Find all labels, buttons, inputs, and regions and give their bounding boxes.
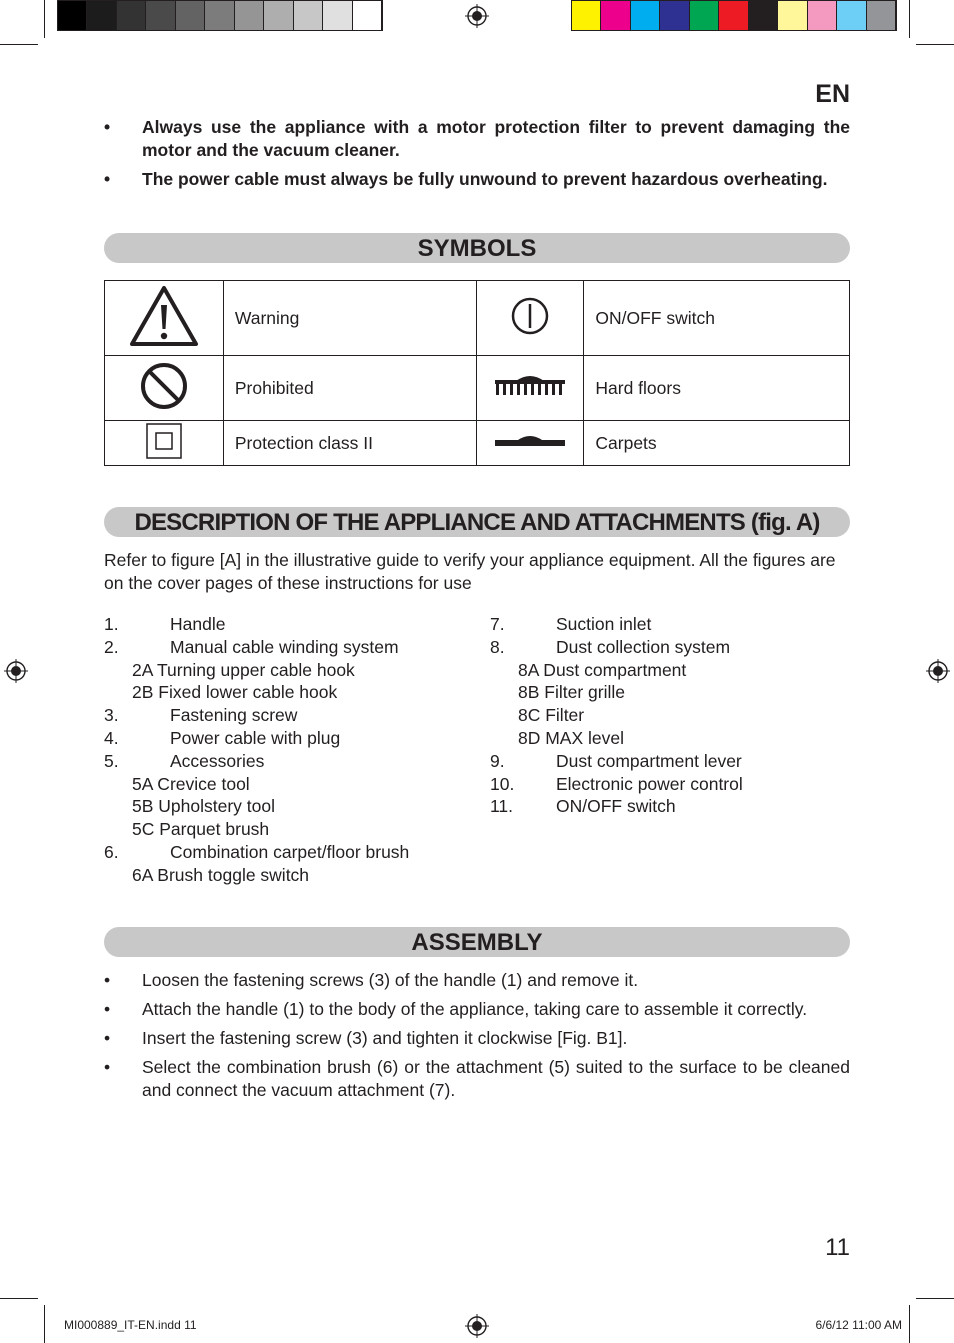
- list-item-text: Handle: [170, 614, 226, 634]
- list-item-number: 9.: [490, 750, 505, 771]
- color-swatch: [837, 1, 866, 30]
- symbol-label: Protection class II: [223, 421, 477, 466]
- file-slug: MI000889_IT-EN.indd 11: [64, 1318, 197, 1332]
- symbol-label: Warning: [223, 281, 477, 356]
- list-item-number: 1.: [104, 614, 119, 634]
- list-item: [104, 681, 409, 704]
- color-swatch: [117, 1, 146, 30]
- warning-text: The power cable must always be fully unwound to prevent hazardous overheating.: [142, 169, 828, 189]
- symbols-row: [105, 356, 850, 421]
- assembly-step-text: Attach the handle (1) to the body of the appliance, taking care to assemble it correctly.: [142, 999, 808, 1019]
- list-item-number: 3.: [104, 705, 119, 726]
- bullet-dot: •: [104, 999, 111, 1019]
- symbols-row: [105, 281, 850, 356]
- list-item: [104, 613, 409, 636]
- symbol-cell: [477, 281, 584, 356]
- assembly-step: [104, 1027, 850, 1050]
- assembly-step: [104, 998, 850, 1021]
- list-item: [104, 636, 409, 659]
- crop-mark: [916, 44, 954, 45]
- symbol-label: Hard floors: [584, 356, 850, 421]
- color-swatch: [323, 1, 352, 30]
- list-item-text: Dust compartment lever: [556, 750, 742, 771]
- warning-bullet: [104, 168, 850, 191]
- protection-class-ii-icon: [146, 423, 182, 459]
- assembly-step: [104, 1056, 850, 1102]
- list-item: [104, 841, 409, 864]
- crop-mark: [44, 0, 45, 38]
- assembly-step-text: Insert the fastening screw (3) and tighten it clockwise [Fig. B1].: [142, 1028, 628, 1048]
- list-item-number: 11.: [490, 796, 514, 817]
- list-item-number: 6.: [104, 841, 119, 862]
- language-tag: EN: [815, 80, 850, 108]
- list-item-number: 8.: [490, 636, 505, 657]
- list-subitem-text: 8A Dust compartment: [518, 659, 687, 680]
- list-item: [104, 750, 409, 773]
- color-swatch: [353, 1, 382, 30]
- warning-triangle-icon: [129, 285, 199, 347]
- list-item: [490, 659, 743, 682]
- list-item-text: ON/OFF switch: [556, 796, 676, 817]
- crop-mark: [909, 1305, 910, 1343]
- color-swatch: [631, 1, 660, 30]
- bullet-dot: •: [104, 117, 111, 137]
- list-item: [490, 636, 743, 659]
- list-item-number: 5.: [104, 750, 119, 771]
- symbol-label: Prohibited: [223, 356, 477, 421]
- symbol-cell: [105, 281, 224, 356]
- list-subitem-text: 5A Crevice tool: [132, 773, 250, 794]
- symbols-row: [105, 421, 850, 466]
- list-item: [104, 818, 409, 841]
- crop-mark: [916, 1298, 954, 1299]
- section-heading-description: DESCRIPTION OF THE APPLIANCE AND ATTACHMENTS (fig. A): [104, 507, 850, 537]
- color-swatch: [867, 1, 896, 30]
- crop-mark: [909, 0, 910, 38]
- symbol-cell: [477, 356, 584, 421]
- parts-list-left: [104, 613, 409, 887]
- list-item: [490, 773, 743, 796]
- carpets-icon: [494, 432, 566, 450]
- color-swatch: [264, 1, 293, 30]
- list-item-number: 4.: [104, 727, 119, 748]
- list-item-text: Power cable with plug: [170, 727, 341, 748]
- list-item: [490, 727, 743, 750]
- list-subitem-text: 8B Filter grille: [518, 682, 625, 703]
- crop-mark: [0, 44, 38, 45]
- assembly-step-text: Select the combination brush (6) or the attachment (5) suited to the surface to be cleaned and connect the vacuum attachment (7).: [142, 1057, 850, 1100]
- warning-bullet: [104, 116, 850, 162]
- list-subitem-text: 2A Turning upper cable hook: [132, 659, 355, 680]
- list-subitem-text: 5C Parquet brush: [132, 819, 270, 840]
- symbol-cell: [105, 356, 224, 421]
- grayscale-color-bar: [57, 0, 383, 31]
- symbol-label: Carpets: [584, 421, 850, 466]
- list-item-number: 2.: [104, 636, 119, 657]
- color-swatch: [601, 1, 630, 30]
- list-item: [104, 795, 409, 818]
- color-swatch: [294, 1, 323, 30]
- color-swatch: [690, 1, 719, 30]
- list-item-text: Electronic power control: [556, 773, 743, 794]
- color-swatch: [176, 1, 205, 30]
- list-subitem-text: 8D MAX level: [518, 727, 625, 748]
- bullet-dot: •: [104, 169, 111, 189]
- list-item: [490, 681, 743, 704]
- list-item: [490, 613, 743, 636]
- list-item-text: Manual cable winding system: [170, 636, 399, 657]
- list-subitem-text: 5B Upholstery tool: [132, 796, 275, 817]
- bullet-dot: •: [104, 970, 111, 990]
- intro-warnings: [104, 116, 850, 197]
- list-item-text: Dust collection system: [556, 636, 731, 657]
- bullet-dot: •: [104, 1028, 111, 1048]
- list-item: [104, 864, 409, 887]
- description-intro: Refer to figure [A] in the illustrative guide to verify your appliance equipment. All the figures are on the cover pages of these instructions for use: [104, 550, 836, 593]
- list-item: [490, 795, 743, 818]
- date-slug: 6/6/12 11:00 AM: [815, 1318, 902, 1332]
- list-item: [104, 659, 409, 682]
- list-item-text: Accessories: [170, 750, 265, 771]
- color-swatch: [749, 1, 778, 30]
- list-item-number: 10.: [490, 773, 515, 794]
- section-heading-assembly: ASSEMBLY: [104, 927, 850, 957]
- list-subitem-text: 2B Fixed lower cable hook: [132, 682, 338, 703]
- color-swatch: [205, 1, 234, 30]
- color-swatch: [719, 1, 748, 30]
- crop-mark: [0, 1298, 38, 1299]
- crop-mark: [44, 1305, 45, 1343]
- registration-mark-icon: [926, 659, 950, 683]
- registration-mark-icon: [4, 659, 28, 683]
- warning-text: Always use the appliance with a motor protection filter to prevent damaging the motor and the vacuum cleaner.: [142, 117, 850, 160]
- process-color-bar: [571, 0, 897, 31]
- color-swatch: [146, 1, 175, 30]
- symbols-table: [104, 280, 850, 466]
- page-number: 11: [825, 1234, 850, 1261]
- hard-floors-icon: [494, 373, 566, 399]
- symbol-cell: [105, 421, 224, 466]
- assembly-step: [104, 969, 850, 992]
- parts-list-right: [490, 613, 743, 818]
- color-swatch: [58, 1, 87, 30]
- list-item: [104, 727, 409, 750]
- assembly-step-text: Loosen the fastening screws (3) of the handle (1) and remove it.: [142, 970, 639, 990]
- color-swatch: [660, 1, 689, 30]
- prohibited-icon: [139, 361, 189, 411]
- color-swatch: [572, 1, 601, 30]
- list-item: [490, 750, 743, 773]
- assembly-steps: [104, 969, 850, 1108]
- list-subitem-text: 8C Filter: [518, 705, 585, 726]
- section-heading-symbols: SYMBOLS: [104, 233, 850, 263]
- list-item-number: 7.: [490, 614, 505, 634]
- list-item: [104, 704, 409, 727]
- list-item: [490, 704, 743, 727]
- color-swatch: [808, 1, 837, 30]
- color-swatch: [778, 1, 807, 30]
- registration-mark-icon: [465, 1314, 489, 1338]
- list-item: [104, 773, 409, 796]
- list-item-text: Suction inlet: [556, 614, 652, 634]
- color-swatch: [235, 1, 264, 30]
- on-off-switch-icon: [510, 296, 550, 336]
- bullet-dot: •: [104, 1057, 111, 1077]
- list-item-text: Fastening screw: [170, 705, 298, 726]
- color-swatch: [87, 1, 116, 30]
- registration-mark-icon: [465, 4, 489, 28]
- list-item-text: Combination carpet/floor brush: [170, 841, 410, 862]
- symbol-cell: [477, 421, 584, 466]
- symbol-label: ON/OFF switch: [584, 281, 850, 356]
- list-subitem-text: 6A Brush toggle switch: [132, 864, 310, 885]
